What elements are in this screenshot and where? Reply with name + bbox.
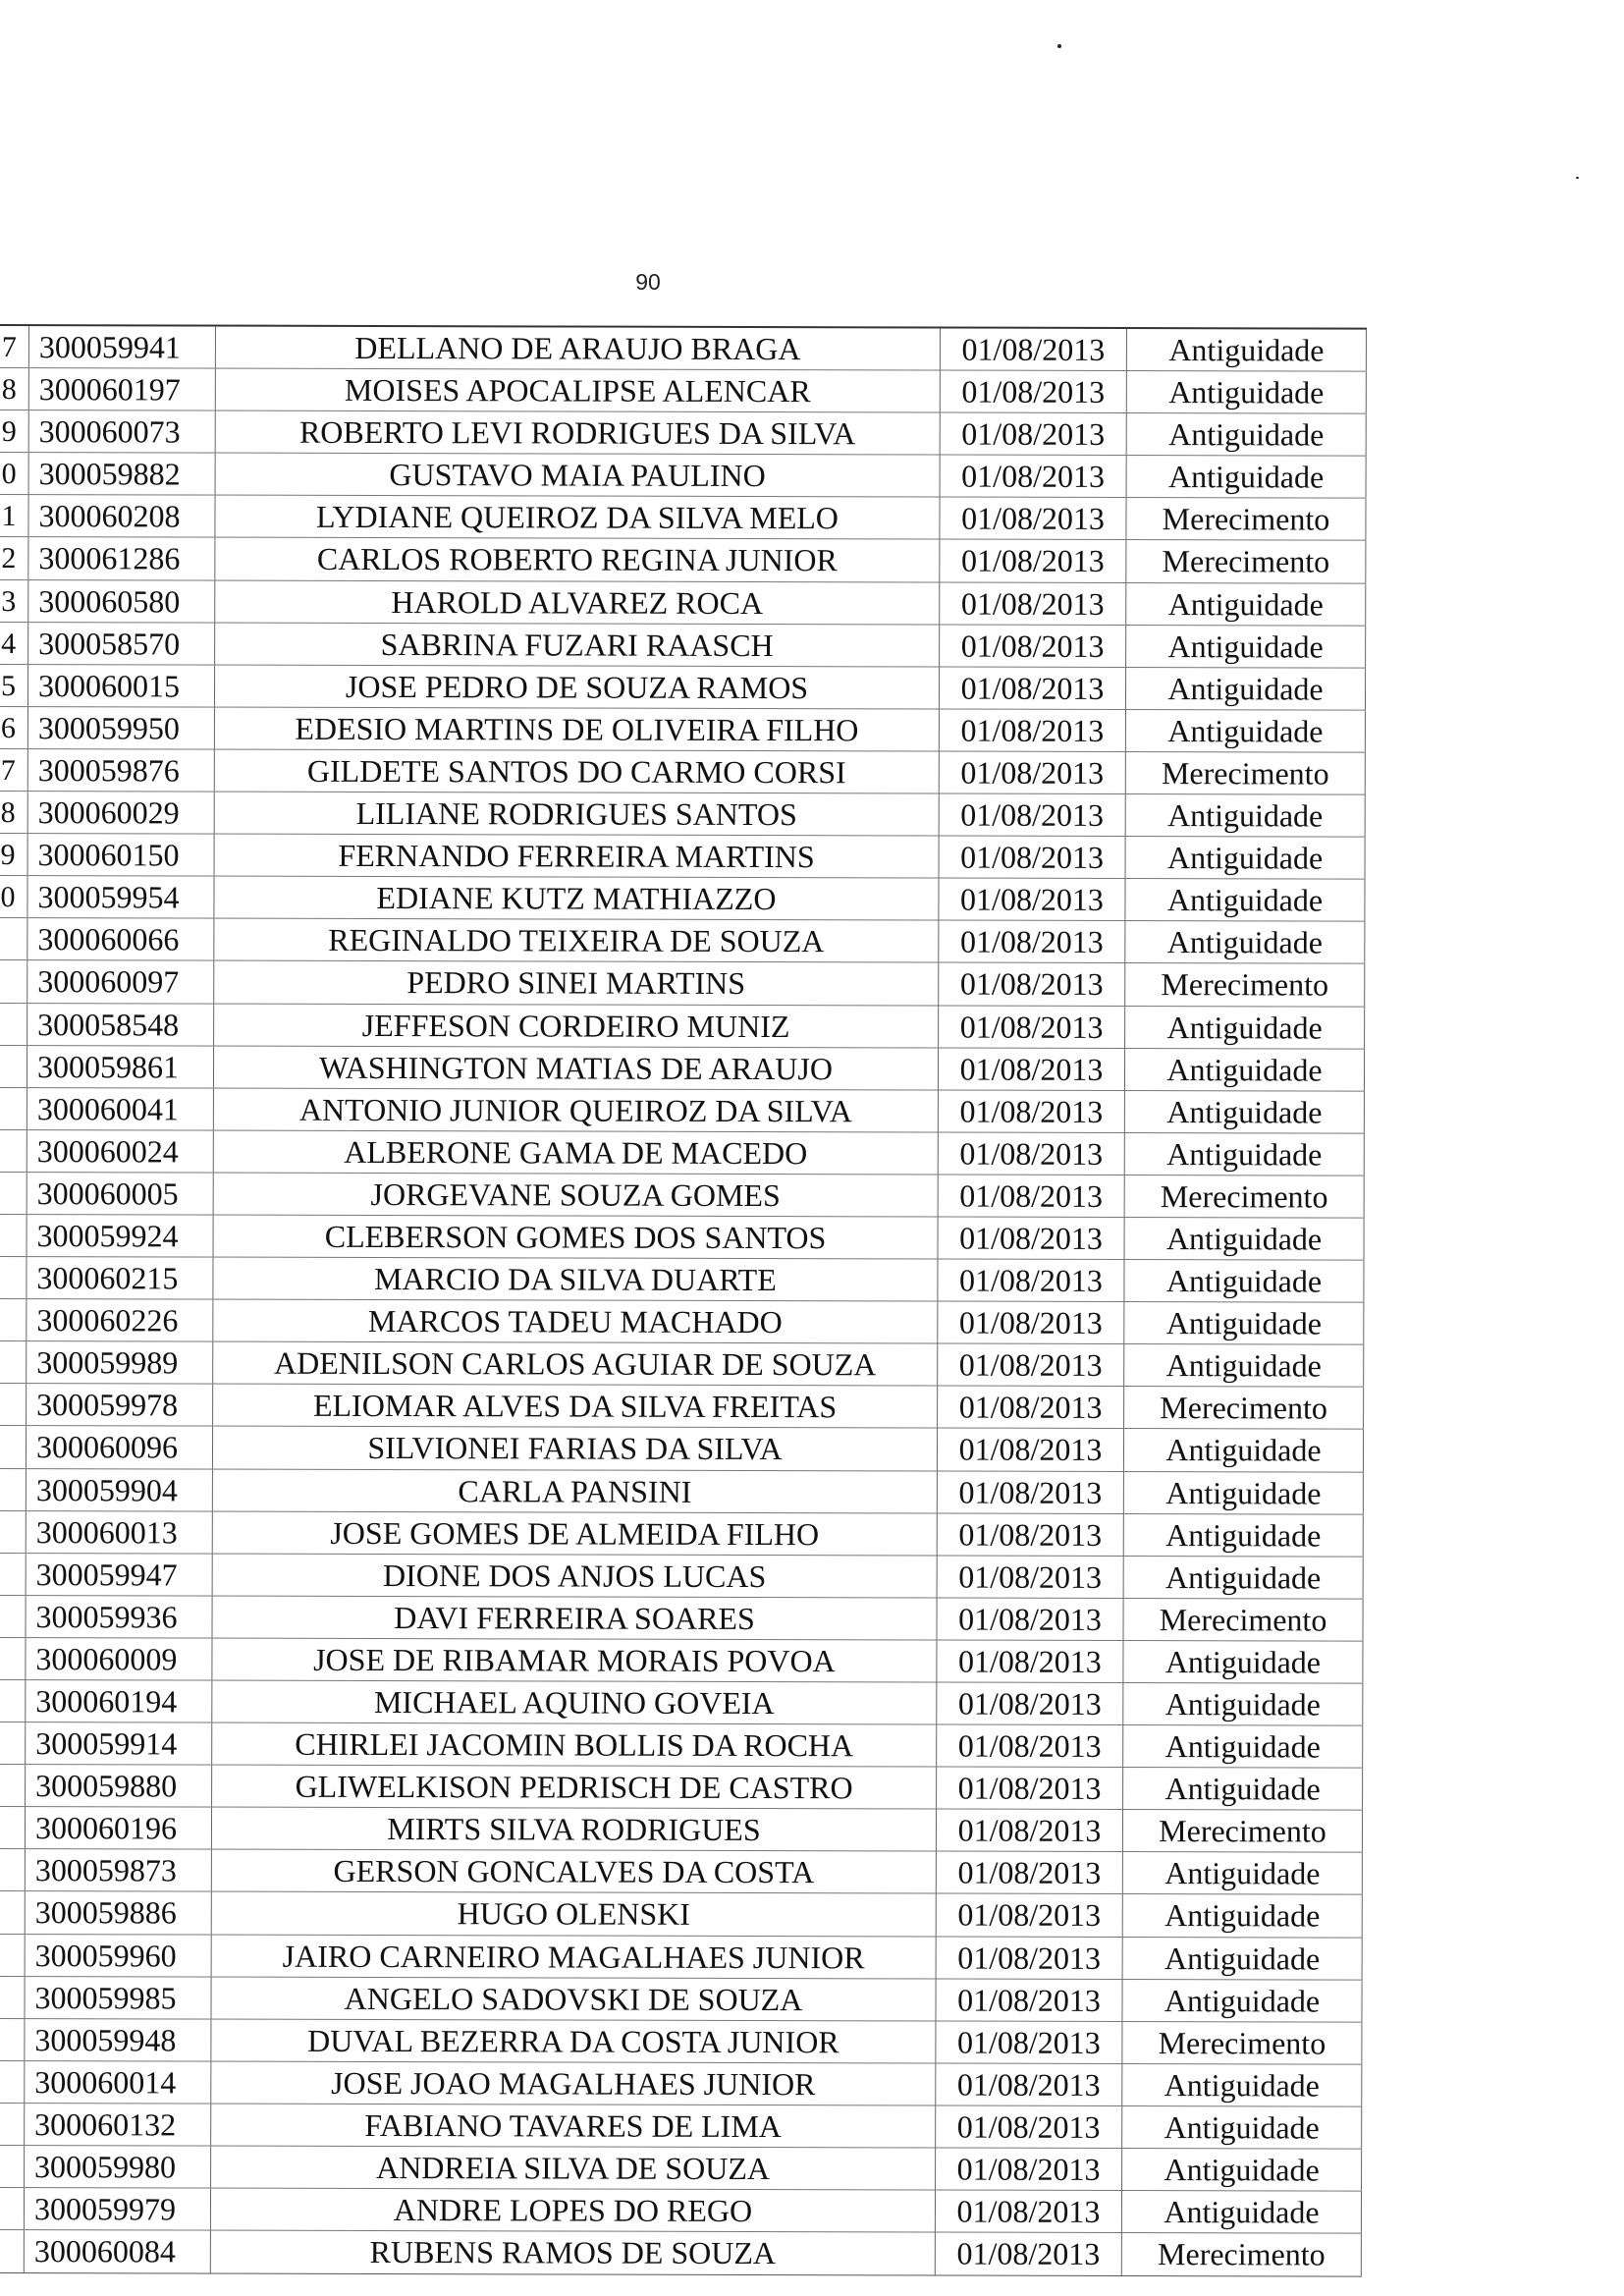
name-cell: RUBENS RAMOS DE SOUZA [211, 2231, 936, 2275]
row-index-cell [0, 2230, 25, 2272]
row-index-cell [0, 1891, 26, 1933]
roster-table [0, 324, 1367, 2277]
date-cell: 01/08/2013 [936, 2233, 1122, 2276]
name-cell: JORGEVANE SOUZA GOMES [214, 1173, 939, 1216]
table-row [0, 834, 1366, 880]
name-cell: HAROLD ALVAREZ ROCA [215, 580, 940, 624]
registration-cell: 300059978 [27, 1384, 213, 1426]
name-cell: JAIRO CARNEIRO MAGALHAES JUNIOR [212, 1935, 937, 1978]
criterion-cell: Antiguidade [1124, 1344, 1364, 1387]
row-index-cell: 7 [0, 326, 29, 367]
name-cell: FABIANO TAVARES DE LIMA [211, 2105, 936, 2148]
table-row [0, 453, 1367, 499]
table-row [0, 1173, 1365, 1219]
criterion-cell: Antiguidade [1124, 1557, 1364, 1599]
name-cell: GERSON GONCALVES DA COSTA [212, 1850, 937, 1893]
criterion-cell: Antiguidade [1125, 1218, 1365, 1260]
date-cell: 01/08/2013 [937, 1894, 1123, 1937]
criterion-cell: Antiguidade [1125, 879, 1365, 921]
criterion-cell: Merecimento [1126, 540, 1366, 582]
date-cell: 01/08/2013 [940, 625, 1126, 667]
table-row [0, 1003, 1365, 1049]
registration-cell: 300058548 [27, 1004, 214, 1046]
registration-cell: 300060066 [27, 918, 214, 960]
criterion-cell: Antiguidade [1123, 1852, 1363, 1894]
name-cell: CARLA PANSINI [213, 1469, 938, 1512]
criterion-cell: Merecimento [1123, 1810, 1363, 1852]
table-row [0, 1511, 1364, 1558]
name-cell: CARLOS ROBERTO REGINA JUNIOR [215, 538, 940, 581]
row-index-cell: 9 [0, 834, 28, 875]
date-cell: 01/08/2013 [938, 1302, 1124, 1344]
criterion-cell: Antiguidade [1126, 626, 1366, 668]
criterion-cell: Antiguidade [1126, 710, 1366, 752]
name-cell: WASHINGTON MATIAS DE ARAUJO [214, 1046, 939, 1089]
date-cell: 01/08/2013 [940, 498, 1126, 540]
registration-cell: 300060073 [29, 410, 216, 453]
table-row [0, 707, 1366, 753]
row-index-cell [0, 960, 27, 1002]
table-row [0, 1554, 1364, 1600]
registration-cell: 300059989 [27, 1341, 213, 1384]
date-cell: 01/08/2013 [939, 921, 1125, 963]
table-row [0, 1426, 1364, 1472]
name-cell: EDIANE KUTZ MATHIAZZO [214, 877, 939, 920]
registration-cell: 300059950 [28, 707, 215, 749]
criterion-cell: Antiguidade [1124, 1429, 1364, 1471]
criterion-cell: Antiguidade [1127, 329, 1367, 371]
criterion-cell: Merecimento [1126, 752, 1366, 794]
table-row [0, 537, 1366, 583]
row-index-cell [0, 2061, 25, 2103]
criterion-cell: Antiguidade [1127, 371, 1367, 413]
name-cell: JOSE GOMES DE ALMEIDA FILHO [213, 1511, 938, 1555]
name-cell: ALBERONE GAMA DE MACEDO [214, 1130, 939, 1174]
row-index-cell [0, 1638, 26, 1679]
name-cell: SILVIONEI FARIAS DA SILVA [213, 1427, 938, 1470]
registration-cell: 300060215 [27, 1257, 213, 1299]
date-cell: 01/08/2013 [937, 1725, 1123, 1768]
table-row [0, 495, 1367, 541]
name-cell: EDESIO MARTINS DE OLIVEIRA FILHO [215, 707, 940, 750]
date-cell: 01/08/2013 [938, 1344, 1124, 1387]
registration-cell: 300059861 [27, 1046, 214, 1088]
row-index-cell [0, 2188, 25, 2229]
criterion-cell: Antiguidade [1124, 1302, 1364, 1344]
name-cell: REGINALDO TEIXEIRA DE SOUZA [214, 919, 939, 962]
table-row [0, 1891, 1363, 1938]
table-row [0, 1765, 1363, 1811]
table-row [0, 623, 1366, 669]
date-cell: 01/08/2013 [940, 794, 1126, 837]
table-row [0, 1215, 1365, 1261]
date-cell: 01/08/2013 [938, 1260, 1124, 1302]
row-index-cell [0, 1765, 26, 1806]
criterion-cell: Antiguidade [1126, 583, 1366, 626]
registration-cell: 300060029 [28, 792, 215, 834]
row-index-cell: 9 [0, 410, 29, 452]
criterion-cell: Antiguidade [1127, 456, 1367, 498]
row-index-cell [0, 1299, 27, 1340]
row-index-cell [0, 1173, 27, 1214]
registration-cell: 300060194 [26, 1680, 212, 1722]
registration-cell: 300060009 [26, 1638, 212, 1680]
row-index-cell [0, 1341, 27, 1383]
row-index-cell: 5 [0, 665, 28, 706]
registration-cell: 300060208 [28, 495, 215, 537]
table-row [0, 1341, 1364, 1388]
date-cell: 01/08/2013 [937, 1598, 1123, 1640]
name-cell: GLIWELKISON PEDRISCH DE CASTRO [212, 1766, 937, 1809]
name-cell: SABRINA FUZARI RAASCH [215, 623, 940, 666]
row-index-cell [0, 2019, 25, 2060]
criterion-cell: Antiguidade [1125, 921, 1365, 963]
table-row [0, 2019, 1362, 2065]
row-index-cell [0, 1722, 26, 1764]
registration-cell: 300059941 [29, 326, 216, 368]
row-index-cell [0, 1596, 27, 1637]
table-row [0, 2061, 1362, 2107]
table-row [0, 1130, 1365, 1176]
row-index-cell [0, 1554, 27, 1595]
table-row [0, 1384, 1364, 1430]
table-row [0, 1046, 1365, 1092]
name-cell: DAVI FERREIRA SOARES [212, 1596, 937, 1639]
row-index-cell: 0 [0, 876, 28, 917]
table-row [0, 1977, 1363, 2023]
date-cell: 01/08/2013 [937, 1683, 1123, 1725]
table-row [0, 1935, 1363, 1981]
name-cell: MARCIO DA SILVA DUARTE [213, 1258, 938, 1301]
registration-cell: 300059873 [26, 1849, 212, 1891]
page-number: 90 [635, 269, 661, 295]
registration-cell: 300059936 [26, 1596, 212, 1638]
criterion-cell: Antiguidade [1124, 1472, 1364, 1514]
criterion-cell: Antiguidade [1125, 1133, 1365, 1175]
date-cell: 01/08/2013 [937, 1937, 1123, 1979]
table-row [0, 1257, 1365, 1303]
date-cell: 01/08/2013 [936, 2149, 1122, 2191]
name-cell: HUGO OLENSKI [212, 1892, 937, 1936]
name-cell: PEDRO SINEI MARTINS [214, 961, 939, 1005]
table-row [0, 2230, 1362, 2276]
table-row [0, 2188, 1362, 2234]
table-row [0, 410, 1367, 457]
table-row [0, 749, 1366, 795]
table-row [0, 580, 1366, 627]
name-cell: ROBERTO LEVI RODRIGUES DA SILVA [216, 411, 941, 455]
criterion-cell: Antiguidade [1122, 2149, 1362, 2191]
registration-cell: 300059882 [29, 453, 216, 495]
registration-cell: 300060005 [27, 1173, 214, 1215]
name-cell: ANGELO SADOVSKI DE SOUZA [211, 1977, 936, 2020]
registration-cell: 300059960 [26, 1935, 212, 1977]
criterion-cell: Merecimento [1122, 2022, 1362, 2064]
registration-cell: 300060580 [28, 580, 215, 623]
table-row [0, 876, 1366, 922]
date-cell: 01/08/2013 [939, 963, 1125, 1006]
row-index-cell [0, 1003, 27, 1044]
criterion-cell: Merecimento [1125, 963, 1365, 1006]
date-cell: 01/08/2013 [940, 540, 1126, 582]
row-index-cell [0, 1215, 27, 1256]
name-cell: ANDRE LOPES DO REGO [211, 2189, 936, 2232]
table-row [0, 960, 1365, 1007]
date-cell: 01/08/2013 [939, 1217, 1125, 1259]
name-cell: DIONE DOS ANJOS LUCAS [213, 1554, 938, 1597]
date-cell: 01/08/2013 [941, 456, 1127, 498]
row-index-cell [0, 2146, 25, 2187]
date-cell: 01/08/2013 [936, 2063, 1122, 2105]
registration-cell: 300061286 [28, 538, 215, 580]
date-cell: 01/08/2013 [939, 1048, 1125, 1090]
date-cell: 01/08/2013 [941, 413, 1127, 456]
registration-cell: 300060084 [25, 2230, 211, 2273]
criterion-cell: Antiguidade [1125, 1049, 1365, 1091]
table-row [0, 1469, 1364, 1515]
date-cell: 01/08/2013 [938, 1387, 1124, 1429]
registration-cell: 300059880 [26, 1765, 212, 1807]
name-cell: GUSTAVO MAIA PAULINO [216, 454, 941, 497]
criterion-cell: Antiguidade [1124, 1514, 1364, 1557]
name-cell: LILIANE RODRIGUES SANTOS [215, 793, 940, 836]
table-row [0, 918, 1365, 964]
name-cell: GILDETE SANTOS DO CARMO CORSI [215, 750, 940, 793]
registration-cell: 300059947 [27, 1554, 213, 1596]
name-cell: DUVAL BEZERRA DA COSTA JUNIOR [211, 2019, 936, 2062]
criterion-cell: Antiguidade [1125, 1007, 1365, 1049]
scan-speck [1057, 44, 1061, 48]
name-cell: CLEBERSON GOMES DOS SANTOS [214, 1216, 939, 1259]
criterion-cell: Antiguidade [1126, 794, 1366, 837]
registration-cell: 300060226 [27, 1299, 213, 1341]
criterion-cell: Antiguidade [1125, 1091, 1365, 1133]
criterion-cell: Antiguidade [1122, 2106, 1362, 2149]
date-cell: 01/08/2013 [939, 1175, 1125, 1217]
criterion-cell: Merecimento [1126, 498, 1366, 540]
registration-cell: 300059886 [26, 1892, 212, 1935]
row-index-cell: 4 [0, 623, 28, 664]
criterion-cell: Antiguidade [1123, 1683, 1363, 1725]
row-index-cell [0, 1426, 27, 1467]
row-index-cell [0, 1046, 27, 1087]
table-row [0, 326, 1367, 372]
date-cell: 01/08/2013 [938, 1429, 1124, 1471]
date-cell: 01/08/2013 [938, 1471, 1124, 1513]
date-cell: 01/08/2013 [938, 1556, 1124, 1598]
date-cell: 01/08/2013 [936, 1979, 1122, 2021]
registration-cell: 300060132 [25, 2104, 211, 2146]
criterion-cell: Antiguidade [1122, 2064, 1362, 2106]
registration-cell: 300060097 [27, 960, 214, 1003]
name-cell: FERNANDO FERREIRA MARTINS [215, 835, 940, 878]
table-row [0, 1638, 1363, 1684]
row-index-cell: 2 [0, 537, 28, 578]
date-cell: 01/08/2013 [940, 751, 1126, 793]
row-index-cell [0, 1977, 26, 2018]
registration-cell: 300060196 [26, 1807, 212, 1849]
name-cell: MIRTS SILVA RODRIGUES [212, 1808, 937, 1851]
date-cell: 01/08/2013 [937, 1852, 1123, 1894]
table-row [0, 2146, 1362, 2192]
table-row [0, 2104, 1362, 2150]
table-row [0, 1596, 1364, 1642]
criterion-cell: Merecimento [1124, 1387, 1364, 1429]
criterion-cell: Antiguidade [1123, 1641, 1363, 1683]
date-cell: 01/08/2013 [937, 1768, 1123, 1810]
name-cell: MOISES APOCALIPSE ALENCAR [216, 369, 941, 412]
registration-cell: 300058570 [28, 623, 215, 665]
table-row [0, 1299, 1364, 1345]
row-index-cell [0, 1935, 26, 1976]
row-index-cell [0, 1257, 27, 1298]
criterion-cell: Antiguidade [1123, 1725, 1363, 1768]
row-index-cell [0, 1680, 26, 1722]
date-cell: 01/08/2013 [936, 2021, 1122, 2063]
registration-cell: 300060197 [29, 368, 216, 410]
criterion-cell: Merecimento [1122, 2233, 1362, 2276]
registration-cell: 300060024 [27, 1130, 214, 1173]
date-cell: 01/08/2013 [939, 1090, 1125, 1132]
criterion-cell: Antiguidade [1126, 668, 1366, 710]
criterion-cell: Antiguidade [1127, 413, 1367, 456]
name-cell: JEFFESON CORDEIRO MUNIZ [214, 1004, 939, 1047]
row-index-cell [0, 1469, 27, 1510]
date-cell: 01/08/2013 [939, 1132, 1125, 1175]
name-cell: DELLANO DE ARAUJO BRAGA [216, 327, 941, 370]
row-index-cell: 8 [0, 792, 28, 833]
registration-cell: 300059979 [25, 2188, 211, 2230]
table-row [0, 1807, 1363, 1853]
name-cell: MICHAEL AQUINO GOVEIA [212, 1681, 937, 1724]
criterion-cell: Antiguidade [1123, 1938, 1363, 1980]
date-cell: 01/08/2013 [941, 329, 1127, 371]
name-cell: ANDREIA SILVA DE SOUZA [211, 2147, 936, 2190]
registration-cell: 300059985 [25, 1977, 211, 2019]
criterion-cell: Antiguidade [1124, 1260, 1364, 1302]
registration-cell: 300060041 [27, 1088, 214, 1130]
date-cell: 01/08/2013 [937, 1640, 1123, 1682]
registration-cell: 300059914 [26, 1722, 212, 1765]
table-row [0, 792, 1366, 838]
date-cell: 01/08/2013 [939, 879, 1125, 921]
name-cell: LYDIANE QUEIROZ DA SILVA MELO [215, 496, 940, 539]
table-row [0, 1088, 1365, 1134]
row-index-cell [0, 1088, 27, 1129]
table-row [0, 1680, 1363, 1726]
criterion-cell: Antiguidade [1123, 1894, 1363, 1937]
name-cell: ADENILSON CARLOS AGUIAR DE SOUZA [213, 1342, 938, 1386]
date-cell: 01/08/2013 [940, 837, 1126, 879]
date-cell: 01/08/2013 [937, 1810, 1123, 1852]
row-index-cell: 0 [0, 453, 29, 494]
name-cell: MARCOS TADEU MACHADO [213, 1300, 938, 1343]
row-index-cell [0, 918, 27, 959]
registration-cell: 300059904 [27, 1469, 213, 1511]
date-cell: 01/08/2013 [940, 582, 1126, 625]
scan-speck [1576, 177, 1579, 179]
row-index-cell: 1 [0, 495, 29, 536]
registration-cell: 300059954 [27, 876, 214, 918]
registration-cell: 300060015 [28, 665, 215, 707]
registration-cell: 300059924 [27, 1215, 214, 1257]
name-cell: JOSE PEDRO DE SOUZA RAMOS [215, 665, 940, 708]
table-row [0, 368, 1367, 414]
date-cell: 01/08/2013 [940, 667, 1126, 709]
date-cell: 01/08/2013 [941, 371, 1127, 413]
name-cell: JOSE DE RIBAMAR MORAIS POVOA [212, 1638, 937, 1681]
table-row [0, 1849, 1363, 1895]
row-index-cell: 3 [0, 580, 28, 622]
name-cell: ANTONIO JUNIOR QUEIROZ DA SILVA [214, 1088, 939, 1131]
registration-cell: 300060014 [25, 2061, 211, 2104]
row-index-cell: 7 [0, 749, 28, 791]
name-cell: ELIOMAR ALVES DA SILVA FREITAS [213, 1385, 938, 1428]
table-row [0, 665, 1366, 711]
row-index-cell: 6 [0, 707, 28, 748]
registration-cell: 300059980 [25, 2146, 211, 2188]
row-index-cell [0, 1511, 27, 1553]
row-index-cell: 8 [0, 368, 29, 410]
name-cell: CHIRLEI JACOMIN BOLLIS DA ROCHA [212, 1723, 937, 1767]
date-cell: 01/08/2013 [940, 709, 1126, 751]
registration-cell: 300059948 [25, 2019, 211, 2061]
registration-cell: 300060096 [27, 1427, 213, 1469]
registration-cell: 300059876 [28, 749, 215, 792]
registration-cell: 300060150 [28, 834, 215, 876]
name-cell: JOSE JOAO MAGALHAES JUNIOR [211, 2061, 936, 2105]
date-cell: 01/08/2013 [939, 1006, 1125, 1048]
criterion-cell: Antiguidade [1122, 2191, 1362, 2233]
row-index-cell [0, 1849, 26, 1890]
criterion-cell: Antiguidade [1126, 837, 1366, 879]
date-cell: 01/08/2013 [936, 2191, 1122, 2233]
row-index-cell [0, 1807, 26, 1848]
date-cell: 01/08/2013 [938, 1513, 1124, 1556]
criterion-cell: Antiguidade [1122, 1980, 1362, 2022]
row-index-cell [0, 1384, 27, 1425]
row-index-cell [0, 2104, 25, 2145]
registration-cell: 300060013 [27, 1511, 213, 1554]
table-row [0, 1722, 1363, 1769]
criterion-cell: Antiguidade [1123, 1768, 1363, 1810]
date-cell: 01/08/2013 [936, 2105, 1122, 2148]
criterion-cell: Merecimento [1125, 1175, 1365, 1218]
row-index-cell [0, 1130, 27, 1172]
criterion-cell: Merecimento [1123, 1599, 1363, 1641]
